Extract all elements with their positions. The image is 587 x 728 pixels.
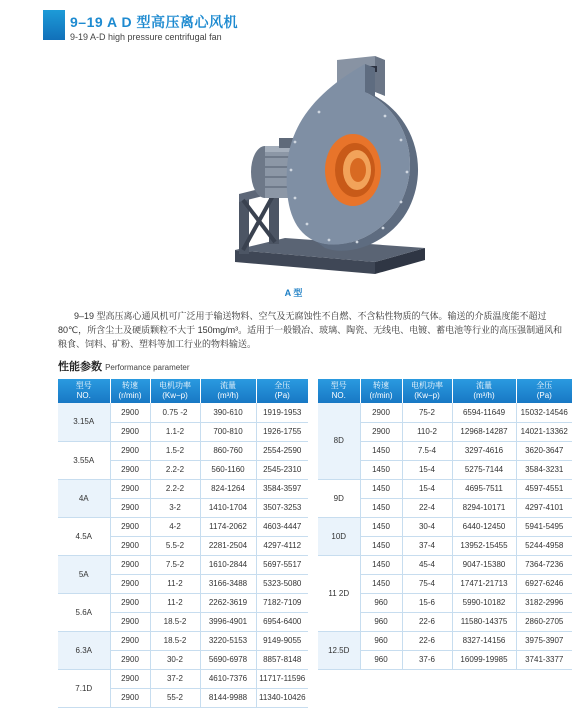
- cell-speed: 960: [360, 650, 402, 669]
- cell-power: 30-2: [150, 650, 200, 669]
- cell-speed: 1450: [360, 536, 402, 555]
- cell-pressure: 3182-2996: [516, 593, 572, 612]
- cell-flow: 1610-2844: [200, 555, 256, 574]
- cell-model: 5.6A: [58, 593, 110, 631]
- table-row: [318, 517, 572, 536]
- cell-power: 22-6: [402, 631, 452, 650]
- cell-flow: 8144-9988: [200, 688, 256, 707]
- cell-flow: 9047-15380: [452, 555, 516, 574]
- cell-power: 37-6: [402, 650, 452, 669]
- cell-pressure: 11717-11596: [256, 669, 308, 688]
- cell-speed: 2900: [110, 498, 150, 517]
- cell-model: 9D: [318, 479, 360, 517]
- performance-table-left: [58, 379, 308, 708]
- cell-power: 3-2: [150, 498, 200, 517]
- header-label: 全压: [536, 381, 553, 390]
- cell-pressure: 4297-4101: [516, 498, 572, 517]
- cell-power: 22-6: [402, 612, 452, 631]
- cell-power: 15-4: [402, 479, 452, 498]
- cell-flow: 8327-14156: [452, 631, 516, 650]
- cell-model: 7.1D: [58, 669, 110, 707]
- cell-flow: 8294-10171: [452, 498, 516, 517]
- cell-power: 4-2: [150, 517, 200, 536]
- cell-pressure: 3620-3647: [516, 441, 572, 460]
- header-col-flow: [200, 379, 256, 403]
- cell-power: 22-4: [402, 498, 452, 517]
- cell-power: 18.5-2: [150, 612, 200, 631]
- cell-flow: 824-1264: [200, 479, 256, 498]
- cell-pressure: 2860-2705: [516, 612, 572, 631]
- cell-flow: 11580-14375: [452, 612, 516, 631]
- cell-flow: 4695-7511: [452, 479, 516, 498]
- cell-pressure: 3584-3231: [516, 460, 572, 479]
- cell-speed: 1450: [360, 441, 402, 460]
- performance-table-right: [318, 379, 572, 670]
- cell-speed: 2900: [110, 479, 150, 498]
- table-row: [58, 669, 308, 688]
- cell-model: 11 2D: [318, 555, 360, 631]
- header-unit: (Pa): [274, 391, 290, 400]
- cell-pressure: 5697-5517: [256, 555, 308, 574]
- cell-speed: 2900: [110, 688, 150, 707]
- cell-pressure: 4603-4447: [256, 517, 308, 536]
- header-col-pressure: [516, 379, 572, 403]
- header-col-pressure: [256, 379, 308, 403]
- cell-flow: 6594-11649: [452, 403, 516, 422]
- header-label: 转速: [373, 381, 389, 390]
- cell-flow: 6440-12450: [452, 517, 516, 536]
- header-label: 全压: [274, 381, 291, 390]
- header-unit: (Kw−p): [414, 391, 440, 400]
- cell-power: 55-2: [150, 688, 200, 707]
- table-row: [318, 555, 572, 574]
- cell-power: 37-2: [150, 669, 200, 688]
- cell-flow: 3996-4901: [200, 612, 256, 631]
- cell-speed: 2900: [110, 536, 150, 555]
- cell-pressure: 6954-6400: [256, 612, 308, 631]
- cell-speed: 1450: [360, 479, 402, 498]
- cell-speed: 2900: [110, 669, 150, 688]
- cell-power: 15-4: [402, 460, 452, 479]
- cell-pressure: 14021-13362: [516, 422, 572, 441]
- cell-pressure: 3507-3253: [256, 498, 308, 517]
- table-row: [58, 631, 308, 650]
- page-subtitle: 9-19 A-D high pressure centrifugal fan: [70, 32, 222, 42]
- inlet-flange: [325, 134, 381, 206]
- cell-speed: 960: [360, 593, 402, 612]
- cell-pressure: 3975-3907: [516, 631, 572, 650]
- cell-power: 7.5-4: [402, 441, 452, 460]
- cell-flow: 2262-3619: [200, 593, 256, 612]
- header-col-speed: [110, 379, 150, 403]
- header-col-power: [150, 379, 200, 403]
- cell-speed: 2900: [110, 422, 150, 441]
- cell-flow: 12968-14287: [452, 422, 516, 441]
- cell-speed: 960: [360, 612, 402, 631]
- cell-speed: 2900: [360, 422, 402, 441]
- cell-power: 2.2-2: [150, 479, 200, 498]
- cell-model: 4A: [58, 479, 110, 517]
- cell-model: 5A: [58, 555, 110, 593]
- cell-speed: 2900: [110, 517, 150, 536]
- header-accent-bar: [43, 10, 65, 40]
- cell-flow: 5990-10182: [452, 593, 516, 612]
- table-row: [318, 403, 572, 422]
- cell-power: 2.2-2: [150, 460, 200, 479]
- cell-speed: 1450: [360, 498, 402, 517]
- table-row: [58, 441, 308, 460]
- cell-power: 5.5-2: [150, 536, 200, 555]
- cell-flow: 1174-2062: [200, 517, 256, 536]
- cell-speed: 2900: [110, 631, 150, 650]
- header-label: 转速: [122, 381, 138, 390]
- cell-flow: 560-1160: [200, 460, 256, 479]
- cell-flow: 4610-7376: [200, 669, 256, 688]
- cell-speed: 1450: [360, 555, 402, 574]
- cell-pressure: 6927-6246: [516, 574, 572, 593]
- product-caption: A 型: [284, 288, 303, 298]
- cell-power: 7.5-2: [150, 555, 200, 574]
- cell-pressure: 5323-5080: [256, 574, 308, 593]
- cell-speed: 2900: [110, 403, 150, 422]
- cell-speed: 2900: [110, 612, 150, 631]
- cell-pressure: 1926-1755: [256, 422, 308, 441]
- cell-power: 30-4: [402, 517, 452, 536]
- cell-pressure: 4297-4112: [256, 536, 308, 555]
- cell-flow: 1410-1704: [200, 498, 256, 517]
- cell-flow: 3220-5153: [200, 631, 256, 650]
- cell-power: 1.1-2: [150, 422, 200, 441]
- cell-speed: 2900: [110, 574, 150, 593]
- cell-flow: 2281-2504: [200, 536, 256, 555]
- cell-model: 4.5A: [58, 517, 110, 555]
- section-title-en: Performance parameter: [105, 363, 190, 372]
- cell-pressure: 3741-3377: [516, 650, 572, 669]
- cell-power: 15-6: [402, 593, 452, 612]
- cell-pressure: 4597-4551: [516, 479, 572, 498]
- header-label: 流量: [476, 381, 492, 390]
- cell-flow: 17471-21713: [452, 574, 516, 593]
- cell-speed: 1450: [360, 460, 402, 479]
- header-col-model: [58, 379, 110, 403]
- cell-pressure: 7182-7109: [256, 593, 308, 612]
- cell-pressure: 1919-1953: [256, 403, 308, 422]
- header-unit: (Kw−p): [162, 391, 188, 400]
- cell-power: 11-2: [150, 574, 200, 593]
- table-row: [58, 593, 308, 612]
- header-col-flow: [452, 379, 516, 403]
- cell-pressure: 3584-3597: [256, 479, 308, 498]
- cell-flow: 3297-4616: [452, 441, 516, 460]
- table-row: [58, 517, 308, 536]
- cell-pressure: 2545-2310: [256, 460, 308, 479]
- table-row: [58, 403, 308, 422]
- header-col-speed: [360, 379, 402, 403]
- cell-power: 110-2: [402, 422, 452, 441]
- table-row: [58, 555, 308, 574]
- cell-speed: 2900: [110, 593, 150, 612]
- cell-flow: 860-760: [200, 441, 256, 460]
- cell-speed: 960: [360, 631, 402, 650]
- header-label: 型号: [75, 381, 92, 390]
- cell-model: 10D: [318, 517, 360, 555]
- cell-flow: 390-610: [200, 403, 256, 422]
- cell-pressure: 5244-4958: [516, 536, 572, 555]
- header-unit: NO.: [76, 391, 91, 400]
- header-label: 电机功率: [411, 381, 443, 390]
- cell-power: 37-4: [402, 536, 452, 555]
- header-label: 型号: [330, 381, 347, 390]
- cell-flow: 5275-7144: [452, 460, 516, 479]
- cell-pressure: 2554-2590: [256, 441, 308, 460]
- cell-speed: 2900: [110, 650, 150, 669]
- cell-power: 45-4: [402, 555, 452, 574]
- cell-flow: 13952-15455: [452, 536, 516, 555]
- cell-pressure: 8857-8148: [256, 650, 308, 669]
- header-col-power: [402, 379, 452, 403]
- cell-flow: 16099-19985: [452, 650, 516, 669]
- cell-model: 3.55A: [58, 441, 110, 479]
- section-title: [58, 358, 190, 374]
- table-row: [318, 631, 572, 650]
- header-unit: (r/min): [118, 391, 142, 400]
- page-title: 9–19 A D 型高压离心风机: [70, 14, 238, 30]
- cell-speed: 2900: [110, 441, 150, 460]
- cell-speed: 1450: [360, 574, 402, 593]
- cell-model: 6.3A: [58, 631, 110, 669]
- cell-power: 1.5-2: [150, 441, 200, 460]
- cell-model: 3.15A: [58, 403, 110, 441]
- cell-power: 0.75 -2: [150, 403, 200, 422]
- cell-flow: 700-810: [200, 422, 256, 441]
- section-title-cn: 性能参数: [58, 361, 102, 373]
- cell-power: 11-2: [150, 593, 200, 612]
- product-description: 9–19 型高压离心通风机可广泛用于输送物料、空气及无腐蚀性不自燃、不含粘性物质的气体。输送的介质温度能不超过80℃，所含尘土及硬质颗粒不大于 150mg/m³。适用于一般锻冶、玻璃、陶瓷、无线电、电镀、蓄电池等行业的高压强制通风和粮食、饲料、矿粉、塑料等加工行业的物料输送。: [58, 311, 563, 349]
- header-unit: (r/min): [369, 391, 393, 400]
- cell-flow: 3166-3488: [200, 574, 256, 593]
- cell-speed: 2900: [110, 555, 150, 574]
- header-unit: (m³/h): [217, 391, 239, 400]
- cell-pressure: 9149-9055: [256, 631, 308, 650]
- cell-pressure: 11340-10426: [256, 688, 308, 707]
- cell-pressure: 15032-14546: [516, 403, 572, 422]
- header-label: 流量: [220, 381, 236, 390]
- header-unit: NO.: [331, 391, 346, 400]
- cell-model: 12.5D: [318, 631, 360, 669]
- cell-speed: 2900: [360, 403, 402, 422]
- cell-model: 8D: [318, 403, 360, 479]
- cell-speed: 2900: [110, 460, 150, 479]
- header-label: 电机功率: [159, 381, 191, 390]
- cell-pressure: 5941-5495: [516, 517, 572, 536]
- header-col-model: [318, 379, 360, 403]
- cell-flow: 5690-6978: [200, 650, 256, 669]
- fan-product-image: [225, 52, 435, 282]
- cell-power: 18.5-2: [150, 631, 200, 650]
- table-row: [318, 479, 572, 498]
- cell-pressure: 7364-7236: [516, 555, 572, 574]
- table-row: [58, 479, 308, 498]
- cell-speed: 1450: [360, 517, 402, 536]
- header-unit: (m³/h): [473, 391, 495, 400]
- header-unit: (Pa): [536, 391, 552, 400]
- cell-power: 75-4: [402, 574, 452, 593]
- cell-power: 75-2: [402, 403, 452, 422]
